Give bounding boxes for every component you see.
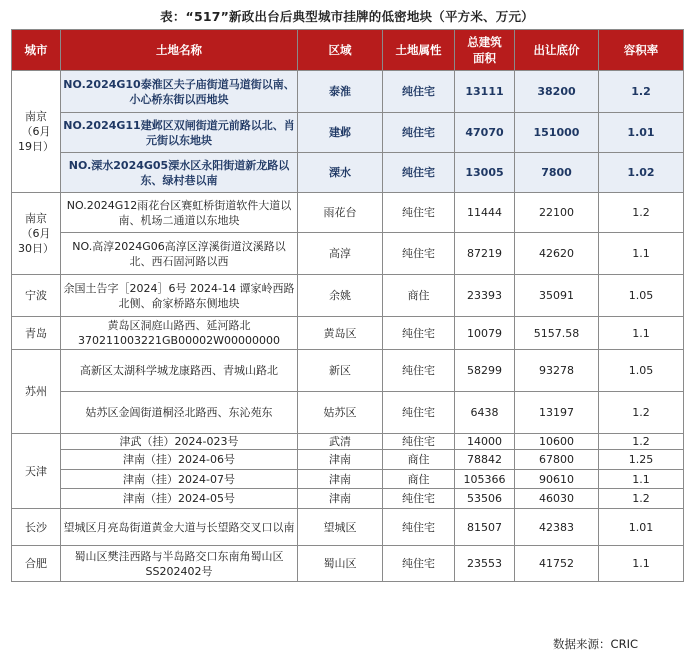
land-name-cell: 黄岛区洞庭山路西、延河路北370211003221GB00002W00000000 <box>61 317 298 350</box>
price-cell: 41752 <box>515 546 599 582</box>
table-row <box>12 434 684 450</box>
land-name-cell: 高新区太湖科学城龙康路西、青城山路北 <box>61 350 298 392</box>
district-cell: 黄岛区 <box>298 317 383 350</box>
land-table <box>11 29 684 582</box>
city-cell: 天津 <box>12 434 61 509</box>
land-name-cell: 津南（挂）2024-06号 <box>61 450 298 470</box>
area-cell: 23553 <box>455 546 515 582</box>
far-cell: 1.2 <box>599 434 684 450</box>
far-cell: 1.1 <box>599 233 684 275</box>
land-name-cell: NO.2024G11建邺区双闸街道元前路以北、肖元街以东地块 <box>61 113 298 153</box>
header-district: 区域 <box>298 30 383 71</box>
district-cell: 津南 <box>298 470 383 489</box>
far-cell: 1.2 <box>599 193 684 233</box>
price-cell: 46030 <box>515 489 599 509</box>
district-cell: 泰淮 <box>298 71 383 113</box>
district-cell: 高淳 <box>298 233 383 275</box>
table-row <box>12 275 684 317</box>
property-cell: 商住 <box>383 470 455 489</box>
price-cell: 42620 <box>515 233 599 275</box>
table-body <box>12 71 684 582</box>
district-cell: 津南 <box>298 489 383 509</box>
header-row <box>12 30 684 71</box>
far-cell: 1.25 <box>599 450 684 470</box>
table-row <box>12 392 684 434</box>
far-cell: 1.01 <box>599 113 684 153</box>
far-cell: 1.1 <box>599 470 684 489</box>
property-cell: 纯住宅 <box>383 233 455 275</box>
district-cell: 余姚 <box>298 275 383 317</box>
area-cell: 105366 <box>455 470 515 489</box>
city-cell: 合肥 <box>12 546 61 582</box>
table-row <box>12 350 684 392</box>
table-row <box>12 113 684 153</box>
land-name-cell: 余国土告字［2024］6号 2024-14 谭家岭西路北侧、俞家桥路东侧地块 <box>61 275 298 317</box>
far-cell: 1.1 <box>599 546 684 582</box>
area-cell: 13111 <box>455 71 515 113</box>
area-cell: 11444 <box>455 193 515 233</box>
land-name-cell: 姑苏区金阊街道桐泾北路西、东沁苑东 <box>61 392 298 434</box>
area-cell: 6438 <box>455 392 515 434</box>
table-row <box>12 546 684 582</box>
area-cell: 81507 <box>455 509 515 546</box>
land-name-cell: NO.高淳2024G06高淳区淳溪街道汶溪路以北、西石固河路以西 <box>61 233 298 275</box>
property-cell: 纯住宅 <box>383 193 455 233</box>
land-name-cell: 津武（挂）2024-023号 <box>61 434 298 450</box>
area-cell: 14000 <box>455 434 515 450</box>
district-cell: 津南 <box>298 450 383 470</box>
city-cell: 宁波 <box>12 275 61 317</box>
district-cell: 武清 <box>298 434 383 450</box>
land-name-cell: 蜀山区樊洼西路与半岛路交口东南角蜀山区SS202402号 <box>61 546 298 582</box>
land-name-cell: NO.2024G12雨花台区赛虹桥街道软件大道以南、机场二通道以东地块 <box>61 193 298 233</box>
price-cell: 10600 <box>515 434 599 450</box>
area-cell: 53506 <box>455 489 515 509</box>
table-title: 表：“517”新政出台后典型城市挂牌的低密地块（平方米、万元） <box>160 9 534 24</box>
property-cell: 纯住宅 <box>383 392 455 434</box>
table-row <box>12 450 684 470</box>
area-cell: 10079 <box>455 317 515 350</box>
header-city: 城市 <box>12 30 61 71</box>
far-cell: 1.1 <box>599 317 684 350</box>
land-name-cell: 津南（挂）2024-07号 <box>61 470 298 489</box>
price-cell: 22100 <box>515 193 599 233</box>
property-cell: 纯住宅 <box>383 434 455 450</box>
far-cell: 1.2 <box>599 392 684 434</box>
price-cell: 42383 <box>515 509 599 546</box>
header-land-name: 土地名称 <box>61 30 298 71</box>
area-cell: 58299 <box>455 350 515 392</box>
property-cell: 纯住宅 <box>383 509 455 546</box>
land-name-cell: 津南（挂）2024-05号 <box>61 489 298 509</box>
table-row <box>12 71 684 113</box>
property-cell: 纯住宅 <box>383 546 455 582</box>
property-cell: 纯住宅 <box>383 350 455 392</box>
far-cell: 1.01 <box>599 509 684 546</box>
price-cell: 5157.58 <box>515 317 599 350</box>
area-cell: 78842 <box>455 450 515 470</box>
property-cell: 纯住宅 <box>383 317 455 350</box>
district-cell: 建邺 <box>298 113 383 153</box>
property-cell: 纯住宅 <box>383 113 455 153</box>
district-cell: 雨花台 <box>298 193 383 233</box>
city-cell: 长沙 <box>12 509 61 546</box>
price-cell: 93278 <box>515 350 599 392</box>
property-cell: 纯住宅 <box>383 71 455 113</box>
land-name-cell: 望城区月亮岛街道黄金大道与长望路交叉口以南 <box>61 509 298 546</box>
table-row <box>12 193 684 233</box>
price-cell: 7800 <box>515 153 599 193</box>
price-cell: 151000 <box>515 113 599 153</box>
table-row <box>12 233 684 275</box>
district-cell: 蜀山区 <box>298 546 383 582</box>
price-cell: 38200 <box>515 71 599 113</box>
area-cell: 23393 <box>455 275 515 317</box>
source-note: 数据来源：CRIC <box>553 637 638 651</box>
price-cell: 67800 <box>515 450 599 470</box>
price-cell: 90610 <box>515 470 599 489</box>
price-cell: 35091 <box>515 275 599 317</box>
area-cell: 47070 <box>455 113 515 153</box>
district-cell: 新区 <box>298 350 383 392</box>
area-cell: 87219 <box>455 233 515 275</box>
city-cell: 青岛 <box>12 317 61 350</box>
table-row <box>12 153 684 193</box>
city-cell: 南京 （6月 19日） <box>12 71 61 193</box>
far-cell: 1.02 <box>599 153 684 193</box>
header-area: 总建筑 面积 <box>455 30 515 71</box>
far-cell: 1.05 <box>599 350 684 392</box>
district-cell: 姑苏区 <box>298 392 383 434</box>
far-cell: 1.05 <box>599 275 684 317</box>
land-name-cell: NO.2024G10泰淮区夫子庙街道马道街以南、小心桥东街以西地块 <box>61 71 298 113</box>
table-row <box>12 489 684 509</box>
header-property: 土地属性 <box>383 30 455 71</box>
property-cell: 商住 <box>383 450 455 470</box>
district-cell: 望城区 <box>298 509 383 546</box>
property-cell: 商住 <box>383 275 455 317</box>
header-far: 容积率 <box>599 30 684 71</box>
far-cell: 1.2 <box>599 71 684 113</box>
city-cell: 苏州 <box>12 350 61 434</box>
table-row <box>12 509 684 546</box>
city-cell: 南京 （6月 30日） <box>12 193 61 275</box>
price-cell: 13197 <box>515 392 599 434</box>
land-name-cell: NO.溧水2024G05溧水区永阳街道新龙路以东、绿村巷以南 <box>61 153 298 193</box>
property-cell: 纯住宅 <box>383 153 455 193</box>
header-price: 出让底价 <box>515 30 599 71</box>
table-row <box>12 470 684 489</box>
far-cell: 1.2 <box>599 489 684 509</box>
district-cell: 溧水 <box>298 153 383 193</box>
table-row <box>12 317 684 350</box>
area-cell: 13005 <box>455 153 515 193</box>
property-cell: 纯住宅 <box>383 489 455 509</box>
